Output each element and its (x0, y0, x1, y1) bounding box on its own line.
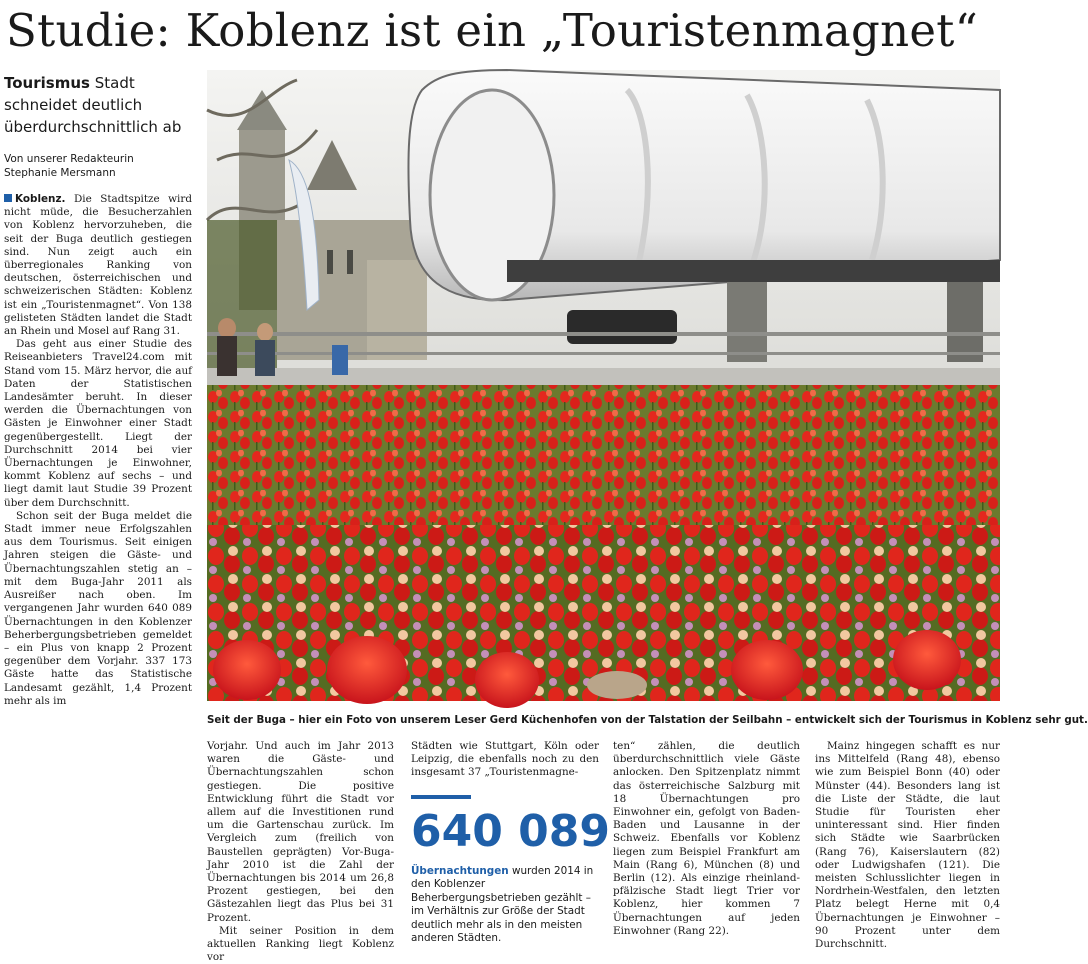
paragraph: Das geht aus einer Studie des Reiseanbieters Travel24.com mit Stand vom 15. März hervor, die auf Daten der Statistischen Landesämter beruht. In dieser werden die Übernachtungen von Gästen je Einwohner einer Stadt gegenübergestellt. Liegt der Durchschnitt 2014 bei vier Übernachtungen je Einwohner, kommt Koblenz auf sechs – und liegt damit laut Studie 39 Prozent über dem Durchschnitt. (4, 338, 192, 509)
factbox-accent-bar (411, 795, 471, 799)
paragraph: Vorjahr. Und auch im Jahr 2013 waren die Gäste- und Übernachtungszahlen schon gestiegen. Die positive Entwicklung führt die Stadt vor allem auf die Investitionen rund um die Gartenschau zurück. Im Vergleich zum (freilich von Baustellen geprägten) Vor-Buga-Jahr 2010 ist die Zahl der Übernachtungen bis 2014 um 26,8 Prozent gestiegen, bei den Gästezahlen liegt das Plus bei 31 Prozent. (207, 740, 394, 924)
headline: Studie: Koblenz ist ein „Touristenmagnet“ (6, 4, 978, 57)
paragraph: Mainz hingegen schafft es nur ins Mittelfeld (Rang 48), ebenso wie zum Beispiel Bonn (40) oder Münster (44). Besonders lang ist die Liste der Städte, die laut Studie für Touristen eher uninteressant sind. Hier finden sich Städte wie Saarbrücken (Rang 76), Kaiserslautern (82) oder Ludwigshafen (121). Die meisten Schlusslichter liegen in Nordrhein-Westfalen, den letzten Platz belegt Herne mit 0,4 Übernachtungen je Einwohner – 90 Prozent unter dem Durchschnitt. (815, 740, 1000, 951)
article-column-4 (613, 740, 800, 939)
paragraph: Schon seit der Buga meldet die Stadt immer neue Erfolgszahlen aus dem Tourismus. Seit einigen Jahren steigen die Gäste- und Übernachtungszahlen stetig an – mit dem Buga-Jahr 2011 als Ausreißer nach oben. Im vergangenen Jahr wurden 640 089 Übernachtungen in den Koblenzer Beherbergungsbetrieben gemeldet – ein Plus von knapp 2 Prozent gegenüber dem Vorjahr. 337 173 Gäste hatte das Statistische Landesamt gezählt, 1,4 Prozent mehr als im (4, 509, 192, 707)
paragraph (4, 193, 192, 338)
factbox-highlight: Übernachtungen (411, 865, 509, 877)
article-photo (207, 70, 1000, 701)
tulip-field-image (207, 70, 1000, 701)
photo-caption: Seit der Buga – hier ein Foto von unserem Leser Gerd Küchenhofen von der Talstation der Seilbahn – entwickelt sich der Tourismus in Koblenz sehr gut. (207, 714, 1088, 726)
factbox-text (411, 865, 599, 945)
factbox-number: 640 089 (411, 806, 611, 857)
article-column-1 (4, 193, 192, 713)
dateline: Koblenz. (15, 193, 66, 205)
subheadline-text: Stadt schneidet deutlich überdurchschnittlich ab (4, 74, 182, 136)
paragraph: Mit seiner Position in dem aktuellen Ranking liegt Koblenz vor (207, 924, 394, 964)
article-column-2 (207, 740, 394, 964)
factbox-body: wurden 2014 in den Koblenzer Beherbergungsbetrieben gezählt – im Verhältnis zur Größe der Stadt deutlich mehr als in den meisten anderen Städten. (411, 865, 594, 945)
section-square-icon (4, 194, 12, 202)
article-column-5 (815, 740, 1000, 951)
byline (4, 152, 200, 180)
subheadline-kicker: Tourismus (4, 74, 90, 92)
paragraph: ten“ zählen, die deutlich überdurchschnittlich viele Gäste anlocken. Den Spitzenplatz nimmt das österreichische Salzburg mit 18 Übernachtungen pro Einwohner ein, gefolgt von Baden-Baden und Lausanne in der Schweiz. Ebenfalls vor Koblenz liegen zum Beispiel Frankfurt am Main (Rang 6), München (8) und Berlin (12). Als einzige rheinland-pfälzische Stadt liegt Trier vor Koblenz, hier kommen 7 Übernachtungen auf jeden Einwohner (Rang 22). (613, 740, 800, 937)
byline-line1: Von unserer Redakteurin (4, 153, 134, 165)
paragraph-text: Die Stadtspitze wird nicht müde, die Besucherzahlen von Koblenz hervorzuheben, die seit der Buga deutlich gestiegen sind. Nun zeigt auch ein überregionales Ranking von deutschen, österreichischen und schweizerischen Städten: Koblenz ist ein „Touristenmagnet“. Von 138 gelisteten Städten landet die Stadt an Rhein und Mosel auf Rang 31. (4, 193, 192, 338)
article-column-3 (411, 740, 599, 790)
byline-author: Stephanie Mersmann (4, 167, 116, 179)
subheadline (4, 72, 200, 138)
paragraph: Städten wie Stuttgart, Köln oder Leipzig, die ebenfalls noch zu den insgesamt 37 „Touristenmagne- (411, 740, 599, 779)
